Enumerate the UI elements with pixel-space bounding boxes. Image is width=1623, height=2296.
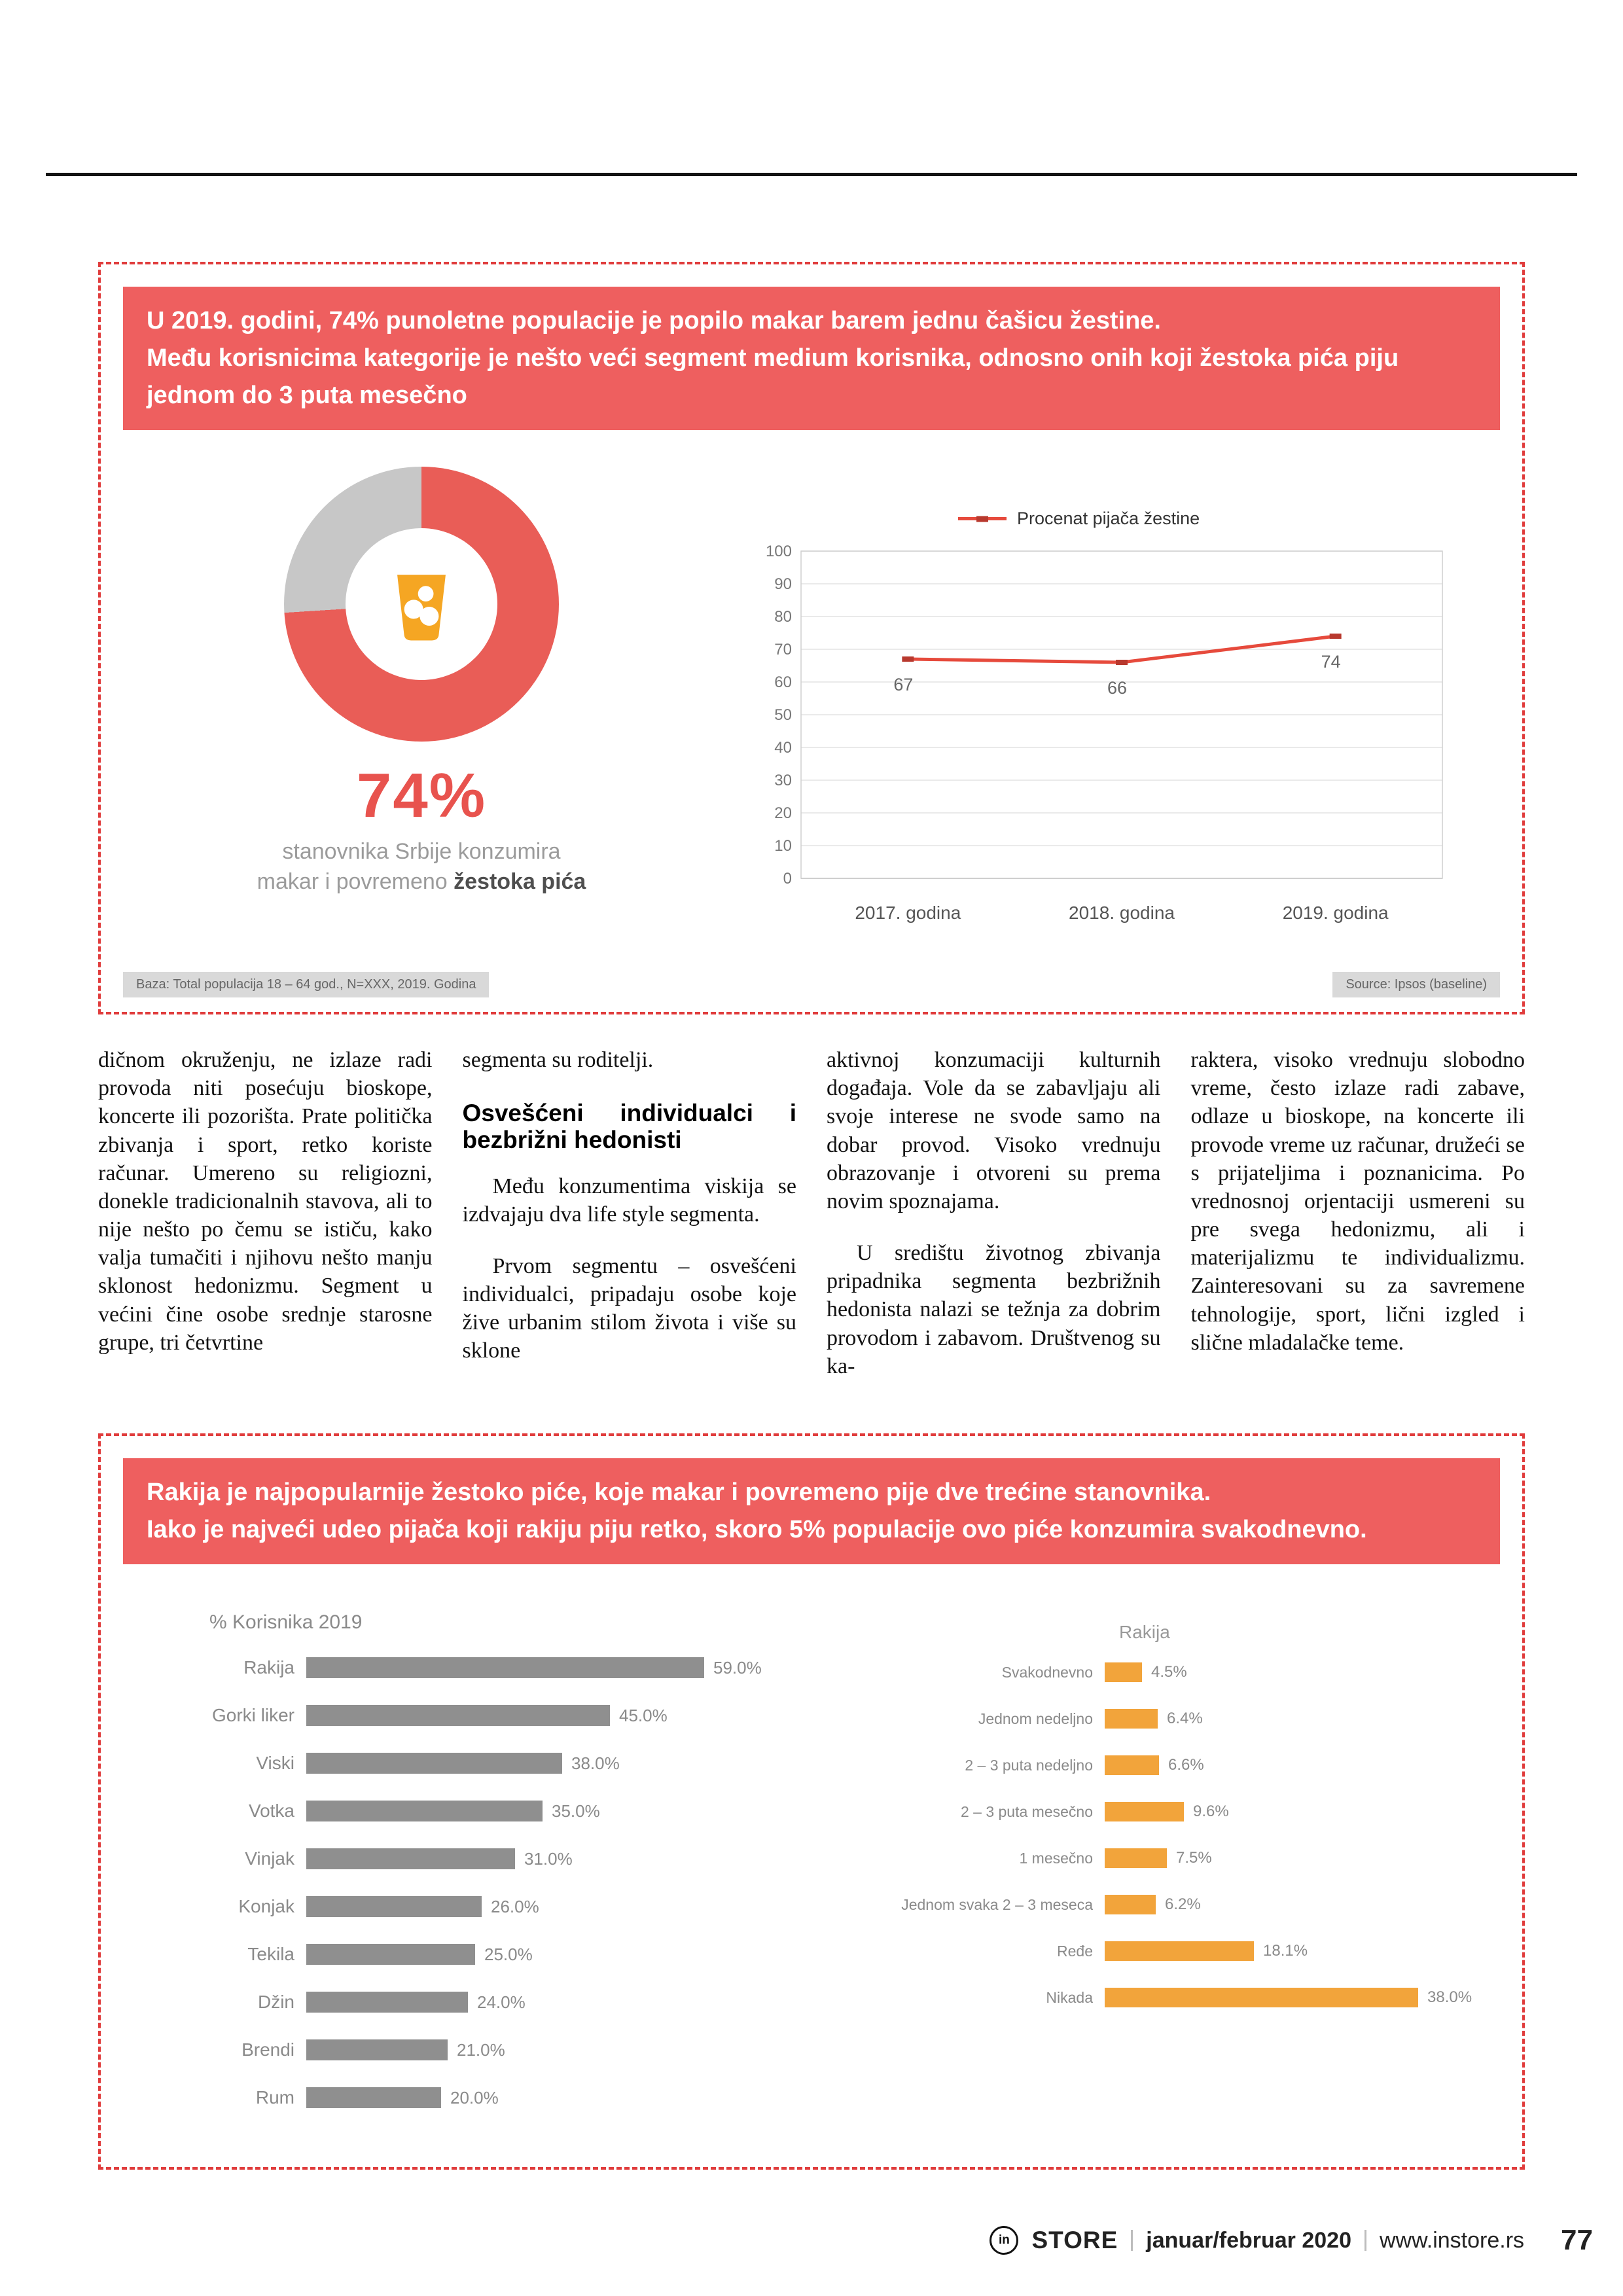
bar-value-label: 26.0% <box>491 1896 539 1916</box>
bar-value-label: 6.2% <box>1165 1895 1201 1913</box>
footer-divider <box>1131 2230 1133 2251</box>
svg-text:80: 80 <box>774 608 792 626</box>
article-column-3 <box>827 1046 1161 1380</box>
bar-row <box>857 1895 1486 1914</box>
bar <box>306 1848 515 1869</box>
bar-value-label: 18.1% <box>1263 1942 1308 1960</box>
section-heading: Osvešćeni individualci i bezbrižni hedonisti <box>462 1100 796 1153</box>
line-chart-column <box>742 509 1522 954</box>
bar-row <box>137 2087 857 2108</box>
bar-value-label: 7.5% <box>1176 1849 1212 1867</box>
bar-value-label: 38.0% <box>571 1753 620 1773</box>
bar-category-label: Nikada <box>1046 1988 1093 2006</box>
caption-line2-bold: žestoka pića <box>454 869 586 894</box>
bar-chart-rakija-title: Rakija <box>1119 1622 1170 1642</box>
bar-chart-korisnika <box>137 1611 857 2135</box>
bar-category-label: Tekila <box>247 1944 294 1964</box>
bar-row <box>857 1848 1486 1868</box>
data-point-marker <box>1116 660 1128 665</box>
source-base-note: Baza: Total populacija 18 – 64 god., N=XXX, 2019. Godina <box>123 972 489 997</box>
bar-category-label: 1 mesečno <box>1019 1849 1093 1867</box>
issue-date: januar/februar 2020 <box>1146 2227 1351 2253</box>
bar-value-label: 6.4% <box>1167 1710 1203 1727</box>
caption-line1: stanovnika Srbije konzumira <box>282 839 561 864</box>
data-point-marker <box>1330 634 1342 639</box>
bar-chart-rakija-rows <box>857 1662 1486 2007</box>
bar-value-label: 24.0% <box>477 1992 526 2012</box>
data-point-label: 66 <box>1107 678 1128 698</box>
bar <box>1105 1662 1142 1682</box>
bar-value-label: 38.0% <box>1427 1988 1472 2006</box>
paragraph: Među konzumentima viskija se izdvajaju dva life style segmenta. <box>462 1174 796 1227</box>
bar <box>1105 1988 1418 2007</box>
bar-row <box>857 1802 1486 1821</box>
data-point-marker <box>902 656 914 662</box>
x-axis-label: 2019. godina <box>1282 903 1389 923</box>
bar-value-label: 9.6% <box>1193 1803 1229 1820</box>
donut-hole <box>346 528 497 680</box>
svg-text:70: 70 <box>774 641 792 658</box>
paragraph: aktivnoj konzumaciji kulturnih događaja. Vole da se zabavljaju ali svoje interese ne svode samo na dobar provod. Visoko vrednuju obrazovanje i otvoreni su prema novim spoznajama. <box>827 1048 1161 1213</box>
bar-value-label: 20.0% <box>450 2087 499 2108</box>
caption-line2-regular: makar i povremeno <box>257 869 454 894</box>
bar-row <box>137 1992 857 2013</box>
data-point-label: 74 <box>1321 652 1341 672</box>
bar-category-label: Votka <box>248 1801 294 1821</box>
svg-text:20: 20 <box>774 804 792 822</box>
bar <box>306 1896 482 1917</box>
line-chart-legend <box>958 509 1522 529</box>
svg-text:50: 50 <box>774 706 792 724</box>
bar <box>1105 1848 1167 1868</box>
paragraph: dičnom okruženju, ne izlaze radi provoda niti posećuju bioskope, koncerte ili pozorišta. Prate politička zbivanja i sport, retko koriste računar. Umereno su religiozni, donekle tradicionalnih stavova, ali to nije nešto po čemu se ističu, kako valja tumačiti i njihovu nešto manju sklonost hedonizmu. Segment u većini čine osobe srednje starosne grupe, tri četvrtine <box>98 1048 433 1355</box>
source-credit-note: Source: Ipsos (baseline) <box>1332 972 1500 997</box>
bar-category-label: Jednom nedeljno <box>978 1710 1093 1727</box>
bar <box>306 2087 441 2108</box>
bar-row <box>857 1662 1486 1682</box>
bar <box>306 1753 562 1774</box>
banner1-line2: Među korisnicima kategorije je nešto veći segment medium korisnika, odnosno onih koji žestoka pića piju jednom do 3 puta mesečno <box>147 344 1399 409</box>
article-column-4 <box>1191 1046 1525 1380</box>
bar <box>306 1801 543 1821</box>
bar-row <box>857 1755 1486 1775</box>
bar <box>306 1992 468 2013</box>
bar <box>306 1944 475 1965</box>
magazine-brand: STORE <box>1031 2227 1118 2253</box>
paragraph: U središtu životnog zbivanja pripadnika segmenta bezbrižnih hedonista nalazi se težnja za dobrim provodom i zabavom. Društvenog su ka- <box>827 1241 1161 1378</box>
bar-value-label: 25.0% <box>484 1944 533 1964</box>
box2-charts-row <box>101 1611 1522 2135</box>
box1-content <box>101 435 1522 954</box>
donut-column <box>101 467 742 954</box>
bar-row <box>857 1941 1486 1961</box>
insight-banner-1 <box>123 287 1500 430</box>
legend-line-icon <box>958 517 1007 520</box>
svg-text:60: 60 <box>774 673 792 691</box>
bar-category-label: 2 – 3 puta nedeljno <box>965 1756 1093 1774</box>
bar-chart-korisnika-rows <box>137 1657 857 2108</box>
data-point-label: 67 <box>893 675 914 694</box>
bar-row <box>857 1709 1486 1729</box>
bar <box>1105 1941 1254 1961</box>
bar-category-label: Vinjak <box>245 1848 294 1869</box>
banner2-line2: Iako je najveći udeo pijača koji rakiju piju retko, skoro 5% populacije ovo piće konzumira svakodnevno. <box>147 1516 1367 1543</box>
article-column-2 <box>463 1046 797 1380</box>
sources-row <box>123 972 1500 997</box>
banner2-line1: Rakija je najpopularnije žestoko piće, koje makar i povremeno pije dve trećine stanovnika. <box>147 1479 1211 1506</box>
bar-row <box>137 1753 857 1774</box>
bar-row <box>137 1801 857 1821</box>
bar-row <box>857 1988 1486 2007</box>
bar <box>306 2039 448 2060</box>
svg-text:30: 30 <box>774 772 792 789</box>
bar-row <box>137 2039 857 2060</box>
bar-value-label: 31.0% <box>524 1848 573 1869</box>
page-footer <box>990 2224 1593 2257</box>
bar-category-label: Viski <box>256 1753 294 1773</box>
banner1-line1: U 2019. godini, 74% punoletne populacije je popilo makar barem jednu čašicu žestine. <box>147 307 1161 334</box>
bar-value-label: 21.0% <box>457 2039 505 2060</box>
line-chart-svg <box>742 531 1462 950</box>
bar-value-label: 4.5% <box>1151 1663 1187 1681</box>
x-axis-label: 2018. godina <box>1069 903 1175 923</box>
bar-value-label: 6.6% <box>1168 1756 1204 1774</box>
bar-category-label: Konjak <box>238 1896 294 1916</box>
page-number: 77 <box>1561 2224 1593 2256</box>
website-url: www.instore.rs <box>1379 2227 1525 2253</box>
donut-percentage: 74% <box>356 761 487 831</box>
bar-category-label: Rakija <box>243 1657 294 1677</box>
article-body <box>98 1046 1525 1380</box>
bar-value-label: 59.0% <box>713 1657 762 1677</box>
bar-row <box>137 1705 857 1726</box>
bar-category-label: Ređe <box>1057 1942 1093 1960</box>
page-top-rule <box>46 173 1577 176</box>
bar <box>306 1705 610 1726</box>
bar-row <box>137 1944 857 1965</box>
insight-banner-2 <box>123 1458 1500 1564</box>
bar-category-label: Jednom svaka 2 – 3 meseca <box>901 1895 1093 1913</box>
x-axis-label: 2017. godina <box>855 903 961 923</box>
svg-text:10: 10 <box>774 837 792 855</box>
donut-chart <box>284 467 559 742</box>
bar <box>1105 1709 1158 1729</box>
bar-row <box>137 1657 857 1678</box>
paragraph: Prvom segmentu – osvešćeni individualci, pripadaju osobe koje žive urbanim stilom života i više su sklone <box>462 1253 796 1363</box>
bar <box>1105 1895 1156 1914</box>
bar-category-label: Brendi <box>241 2039 294 2060</box>
donut-caption <box>257 837 586 897</box>
insight-box-rakija <box>98 1433 1525 2170</box>
footer-divider <box>1364 2230 1366 2251</box>
bar <box>1105 1802 1184 1821</box>
article-column-1 <box>98 1046 433 1380</box>
bar-value-label: 45.0% <box>619 1705 668 1725</box>
paragraph: raktera, visoko vrednuju slobodno vreme, često izlaze radi zabave, odlaze u bioskope, na koncerte ili provode vreme uz računar, družeći se s prijateljima i poznanicima. Po vrednosnoj orjentaciji usmereni su pre svega hedonizmu, ali i materijalizmu te individualizmu. Zainteresovani su za savremene tehnologije, sport, lični izgled i slične mladalačke teme. <box>1190 1048 1525 1355</box>
bar-chart-rakija <box>857 1622 1486 2135</box>
bar <box>306 1657 704 1678</box>
line-chart <box>742 531 1522 954</box>
bar-row <box>137 1848 857 1869</box>
bar-row <box>137 1896 857 1917</box>
bar-category-label: Džin <box>257 1992 294 2012</box>
legend-label: Procenat pijača žestine <box>1017 509 1200 528</box>
svg-text:0: 0 <box>783 870 792 888</box>
bar-category-label: 2 – 3 puta mesečno <box>960 1803 1093 1820</box>
bar-category-label: Svakodnevno <box>1001 1663 1093 1681</box>
bar <box>1105 1755 1159 1775</box>
whiskey-glass-icon <box>378 561 465 647</box>
svg-text:100: 100 <box>765 543 792 560</box>
bar-category-label: Gorki liker <box>211 1705 294 1725</box>
paragraph: segmenta su roditelji. <box>462 1048 654 1072</box>
bar-chart-korisnika-title: % Korisnika 2019 <box>209 1611 363 1633</box>
svg-text:90: 90 <box>774 575 792 593</box>
insight-box-zestina <box>98 262 1525 1014</box>
bar-value-label: 35.0% <box>552 1801 600 1821</box>
instore-logo-icon: in <box>990 2226 1018 2255</box>
svg-text:40: 40 <box>774 739 792 757</box>
bar-category-label: Rum <box>255 2087 294 2108</box>
